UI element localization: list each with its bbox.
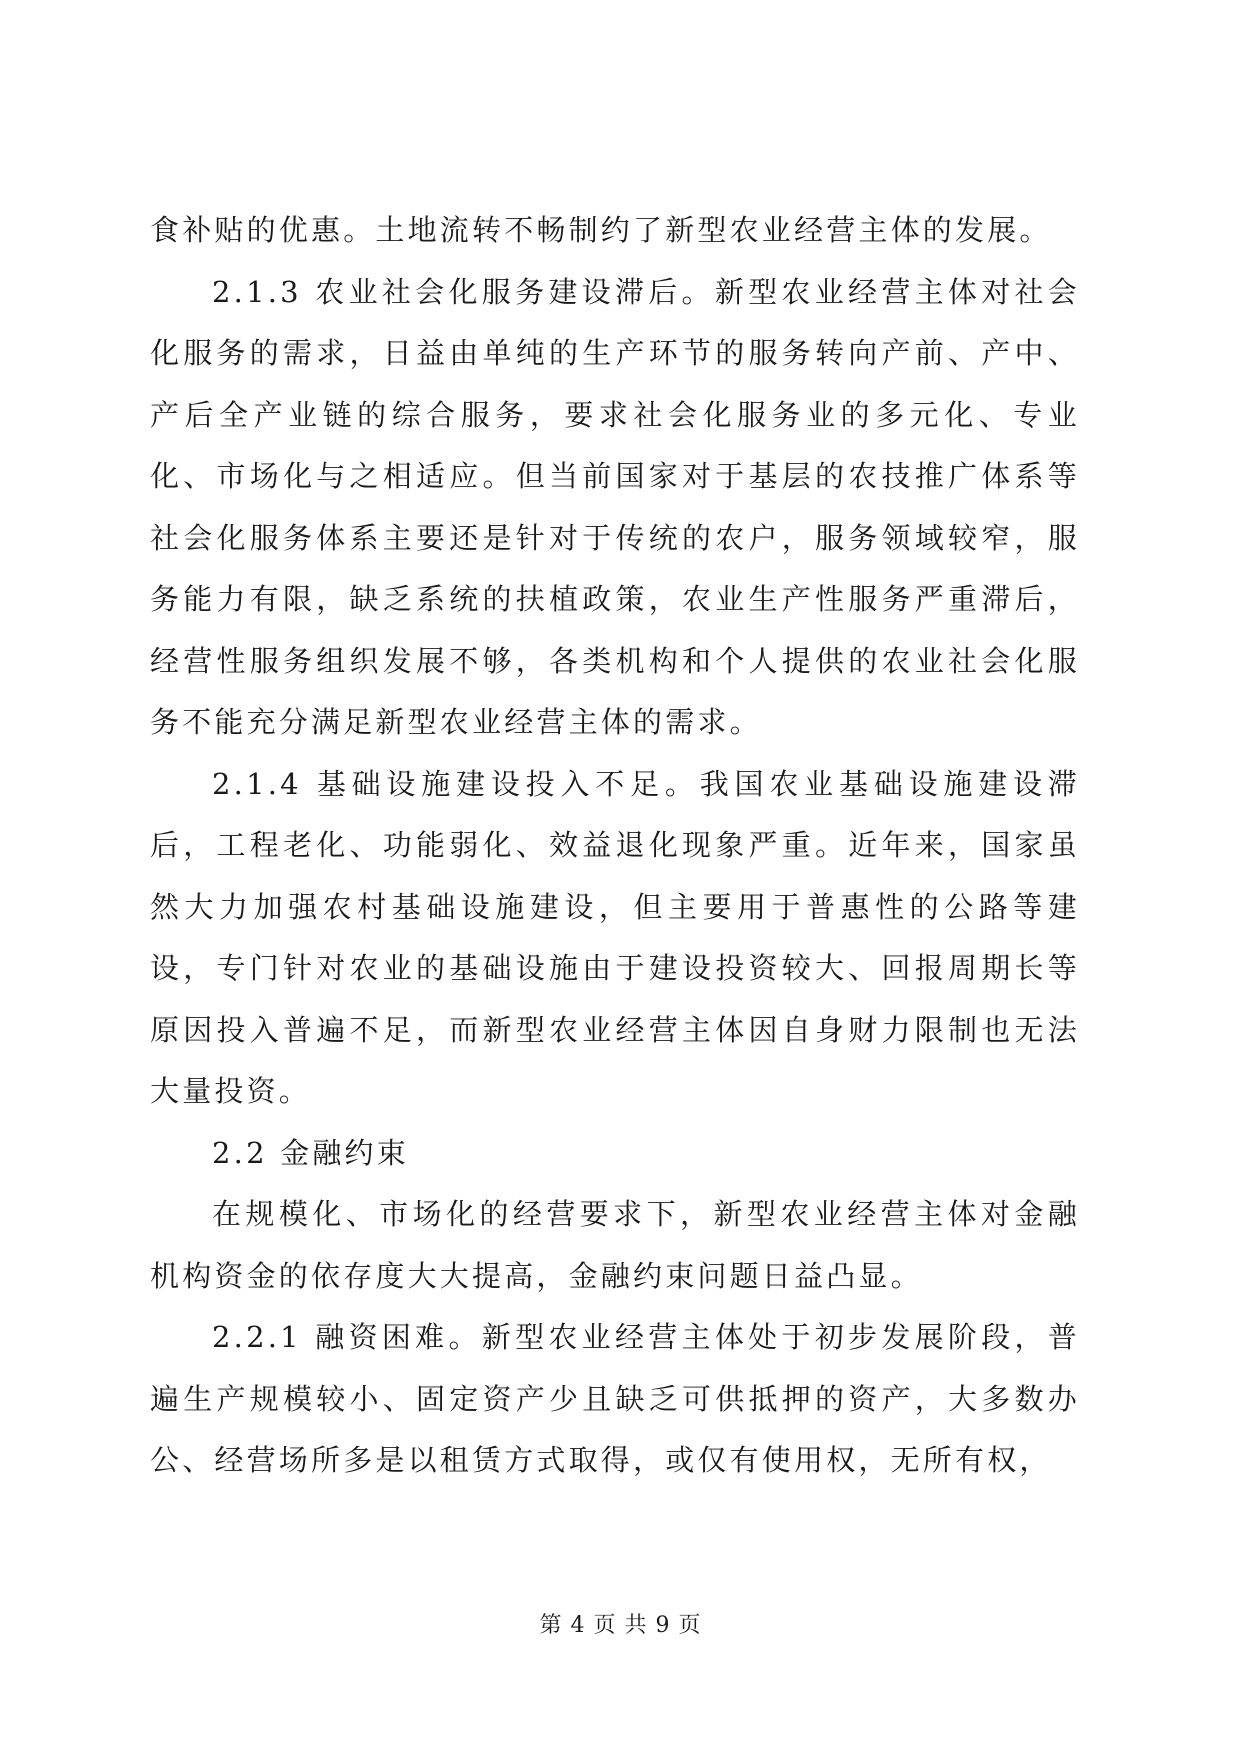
paragraph-2-1-4: 2.1.4 基础设施建设投入不足。我国农业基础设施建设滞后，工程老化、功能弱化、效益退化现象严重。近年来，国家虽然大力加强农村基础设施建设，但主要用于普惠性的公路等建设，专门针对农业的基础设施由于建设投资较大、回报周期长等原因投入普遍不足，而新型农业经营主体因自身财力限制也无法大量投资。: [150, 766, 1080, 1108]
paragraph-2-1-3: 2.1.3 农业社会化服务建设滞后。新型农业经营主体对社会化服务的需求，日益由单纯的生产环节的服务转向产前、产中、产后全产业链的综合服务，要求社会化服务业的多元化、专业化、市场化与之相适应。但当前国家对于基层的农技推广体系等社会化服务体系主要还是针对于传统的农户，服务领域较窄，服务能力有限，缺乏系统的扶植政策，农业生产性服务严重滞后，经营性服务组织发展不够，各类机构和个人提供的农业社会化服务不能充分满足新型农业经营主体的需求。: [150, 274, 1080, 739]
section-heading-2-2: 2.2 金融约束: [212, 1135, 409, 1170]
paragraph-2-2-intro: 在规模化、市场化的经营要求下，新型农业经营主体对金融机构资金的依存度大大提高，金融约束问题日益凸显。: [150, 1197, 1080, 1293]
page-number-footer: 第 4 页 共 9 页: [539, 1613, 702, 1638]
document-body: [150, 200, 1080, 1492]
paragraph-continuation: 食补贴的优惠。土地流转不畅制约了新型农业经营主体的发展。: [150, 213, 1052, 247]
paragraph-2-2-1: 2.2.1 融资困难。新型农业经营主体处于初步发展阶段，普遍生产规模较小、固定资产少且缺乏可供抵押的资产，大多数办公、经营场所多是以租赁方式取得，或仅有使用权，无所有权，: [150, 1320, 1080, 1477]
